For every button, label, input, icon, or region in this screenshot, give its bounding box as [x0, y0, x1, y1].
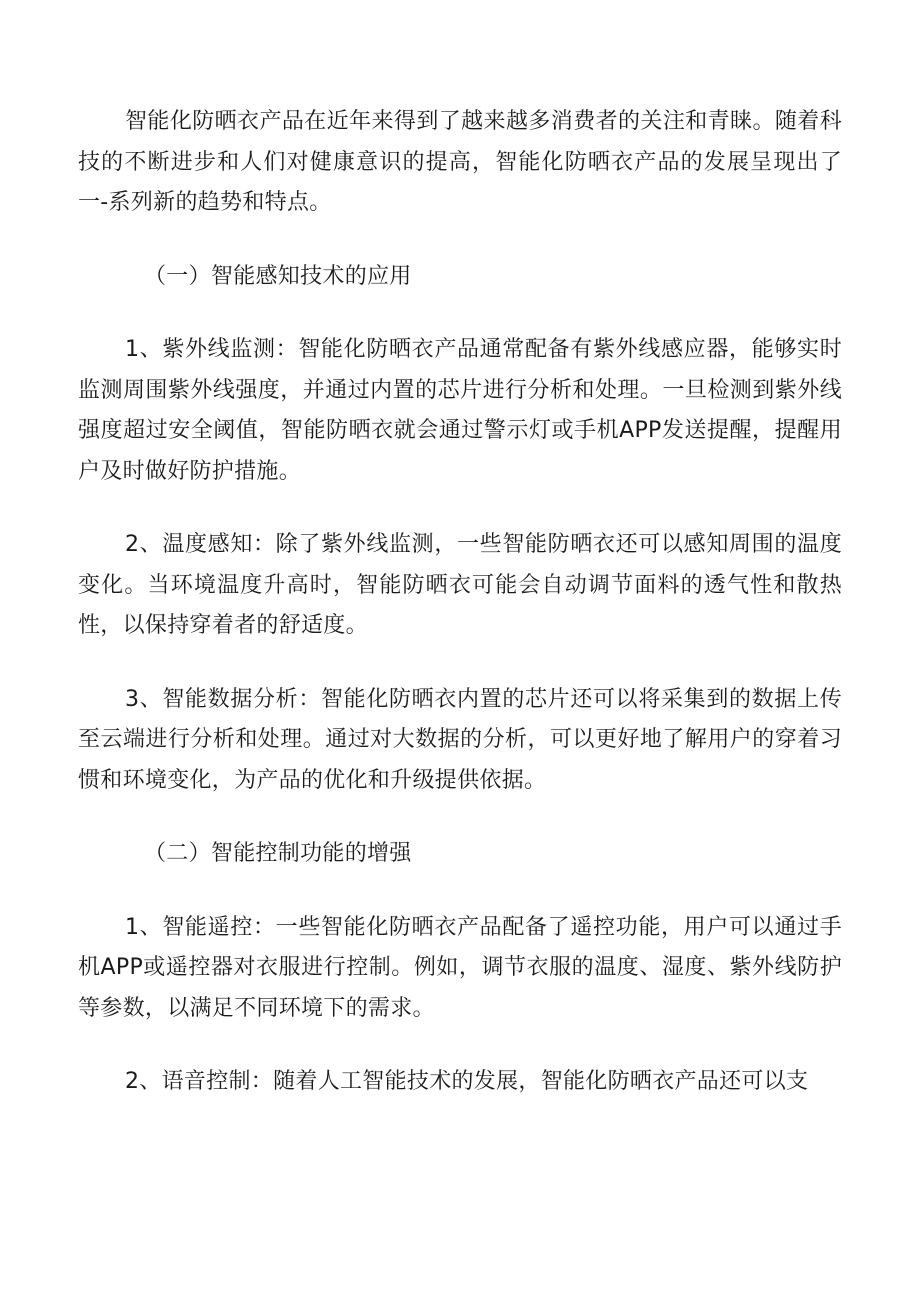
section-heading-2: （二）智能控制功能的增强 [144, 841, 412, 866]
paragraph-remote-control: 1、智能遥控：一些智能化防晒衣产品配备了遥控功能，用户可以通过手机APP或遥控器对衣服进行控制。例如，调节衣服的温度、湿度、紫外线防护等参数，以满足不同环境下的需求。 [78, 914, 842, 1021]
paragraph-temperature-sensing: 2、温度感知：除了紫外线监测，一些智能防晒衣还可以感知周围的温度变化。当环境温度升高时，智能防晒衣可能会自动调节面料的透气性和散热性，以保持穿着者的舒适度。 [78, 532, 842, 638]
paragraph-data-analysis: 3、智能数据分析：智能化防晒衣内置的芯片还可以将采集到的数据上传至云端进行分析和处理。通过对大数据的分析，可以更好地了解用户的穿着习惯和环境变化，为产品的优化和升级提供依据。 [78, 686, 842, 793]
paragraph-uv-monitoring: 1、紫外线监测：智能化防晒衣产品通常配备有紫外线感应器，能够实时监测周围紫外线强度，并通过内置的芯片进行分析和处理。一旦检测到紫外线强度超过安全阈值，智能防晒衣就会通过警示灯或手机APP发送提醒，提醒用户及时做好防护措施。 [78, 337, 842, 484]
paragraph-voice-control: 2、语音控制：随着人工智能技术的发展，智能化防晒衣产品还可以支 [125, 1069, 809, 1094]
section-heading-1: （一）智能感知技术的应用 [144, 263, 412, 289]
intro-paragraph: 智能化防晒衣产品在近年来得到了越来越多消费者的关注和青睐。随着科技的不断进步和人们对健康意识的提高，智能化防晒衣产品的发展呈现出了一-系列新的趋势和特点。 [78, 109, 842, 215]
